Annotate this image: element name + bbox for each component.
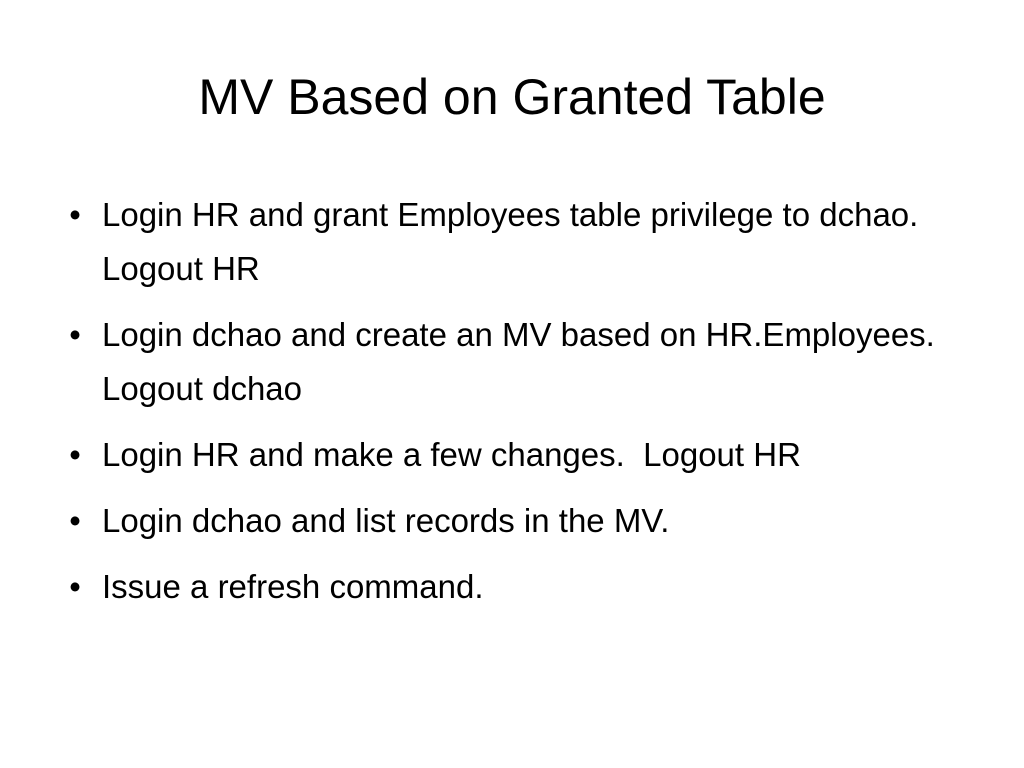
bullet-text: Login HR and grant Employees table privilege to dchao. Logout HR [102,196,937,287]
bullet-list [60,188,980,626]
bullet-text: Login dchao and create an MV based on HR.Employees. Logout dchao [102,316,963,407]
bullet-dot-icon: • [69,316,81,353]
bullet-dot-icon: • [69,502,81,539]
bullet-dot-icon: • [69,436,81,473]
bullet-text: Login dchao and list records in the MV. [102,502,670,539]
bullet-item [60,188,980,296]
bullet-item [60,308,980,416]
bullet-item [60,428,980,482]
slide-title: MV Based on Granted Table [198,69,826,125]
bullet-text: Issue a refresh command. [102,568,484,605]
bullet-dot-icon: • [69,196,81,233]
bullet-dot-icon: • [69,568,81,605]
bullet-item [60,560,980,614]
bullet-item [60,494,980,548]
bullet-text: Login HR and make a few changes. Logout HR [102,436,801,473]
